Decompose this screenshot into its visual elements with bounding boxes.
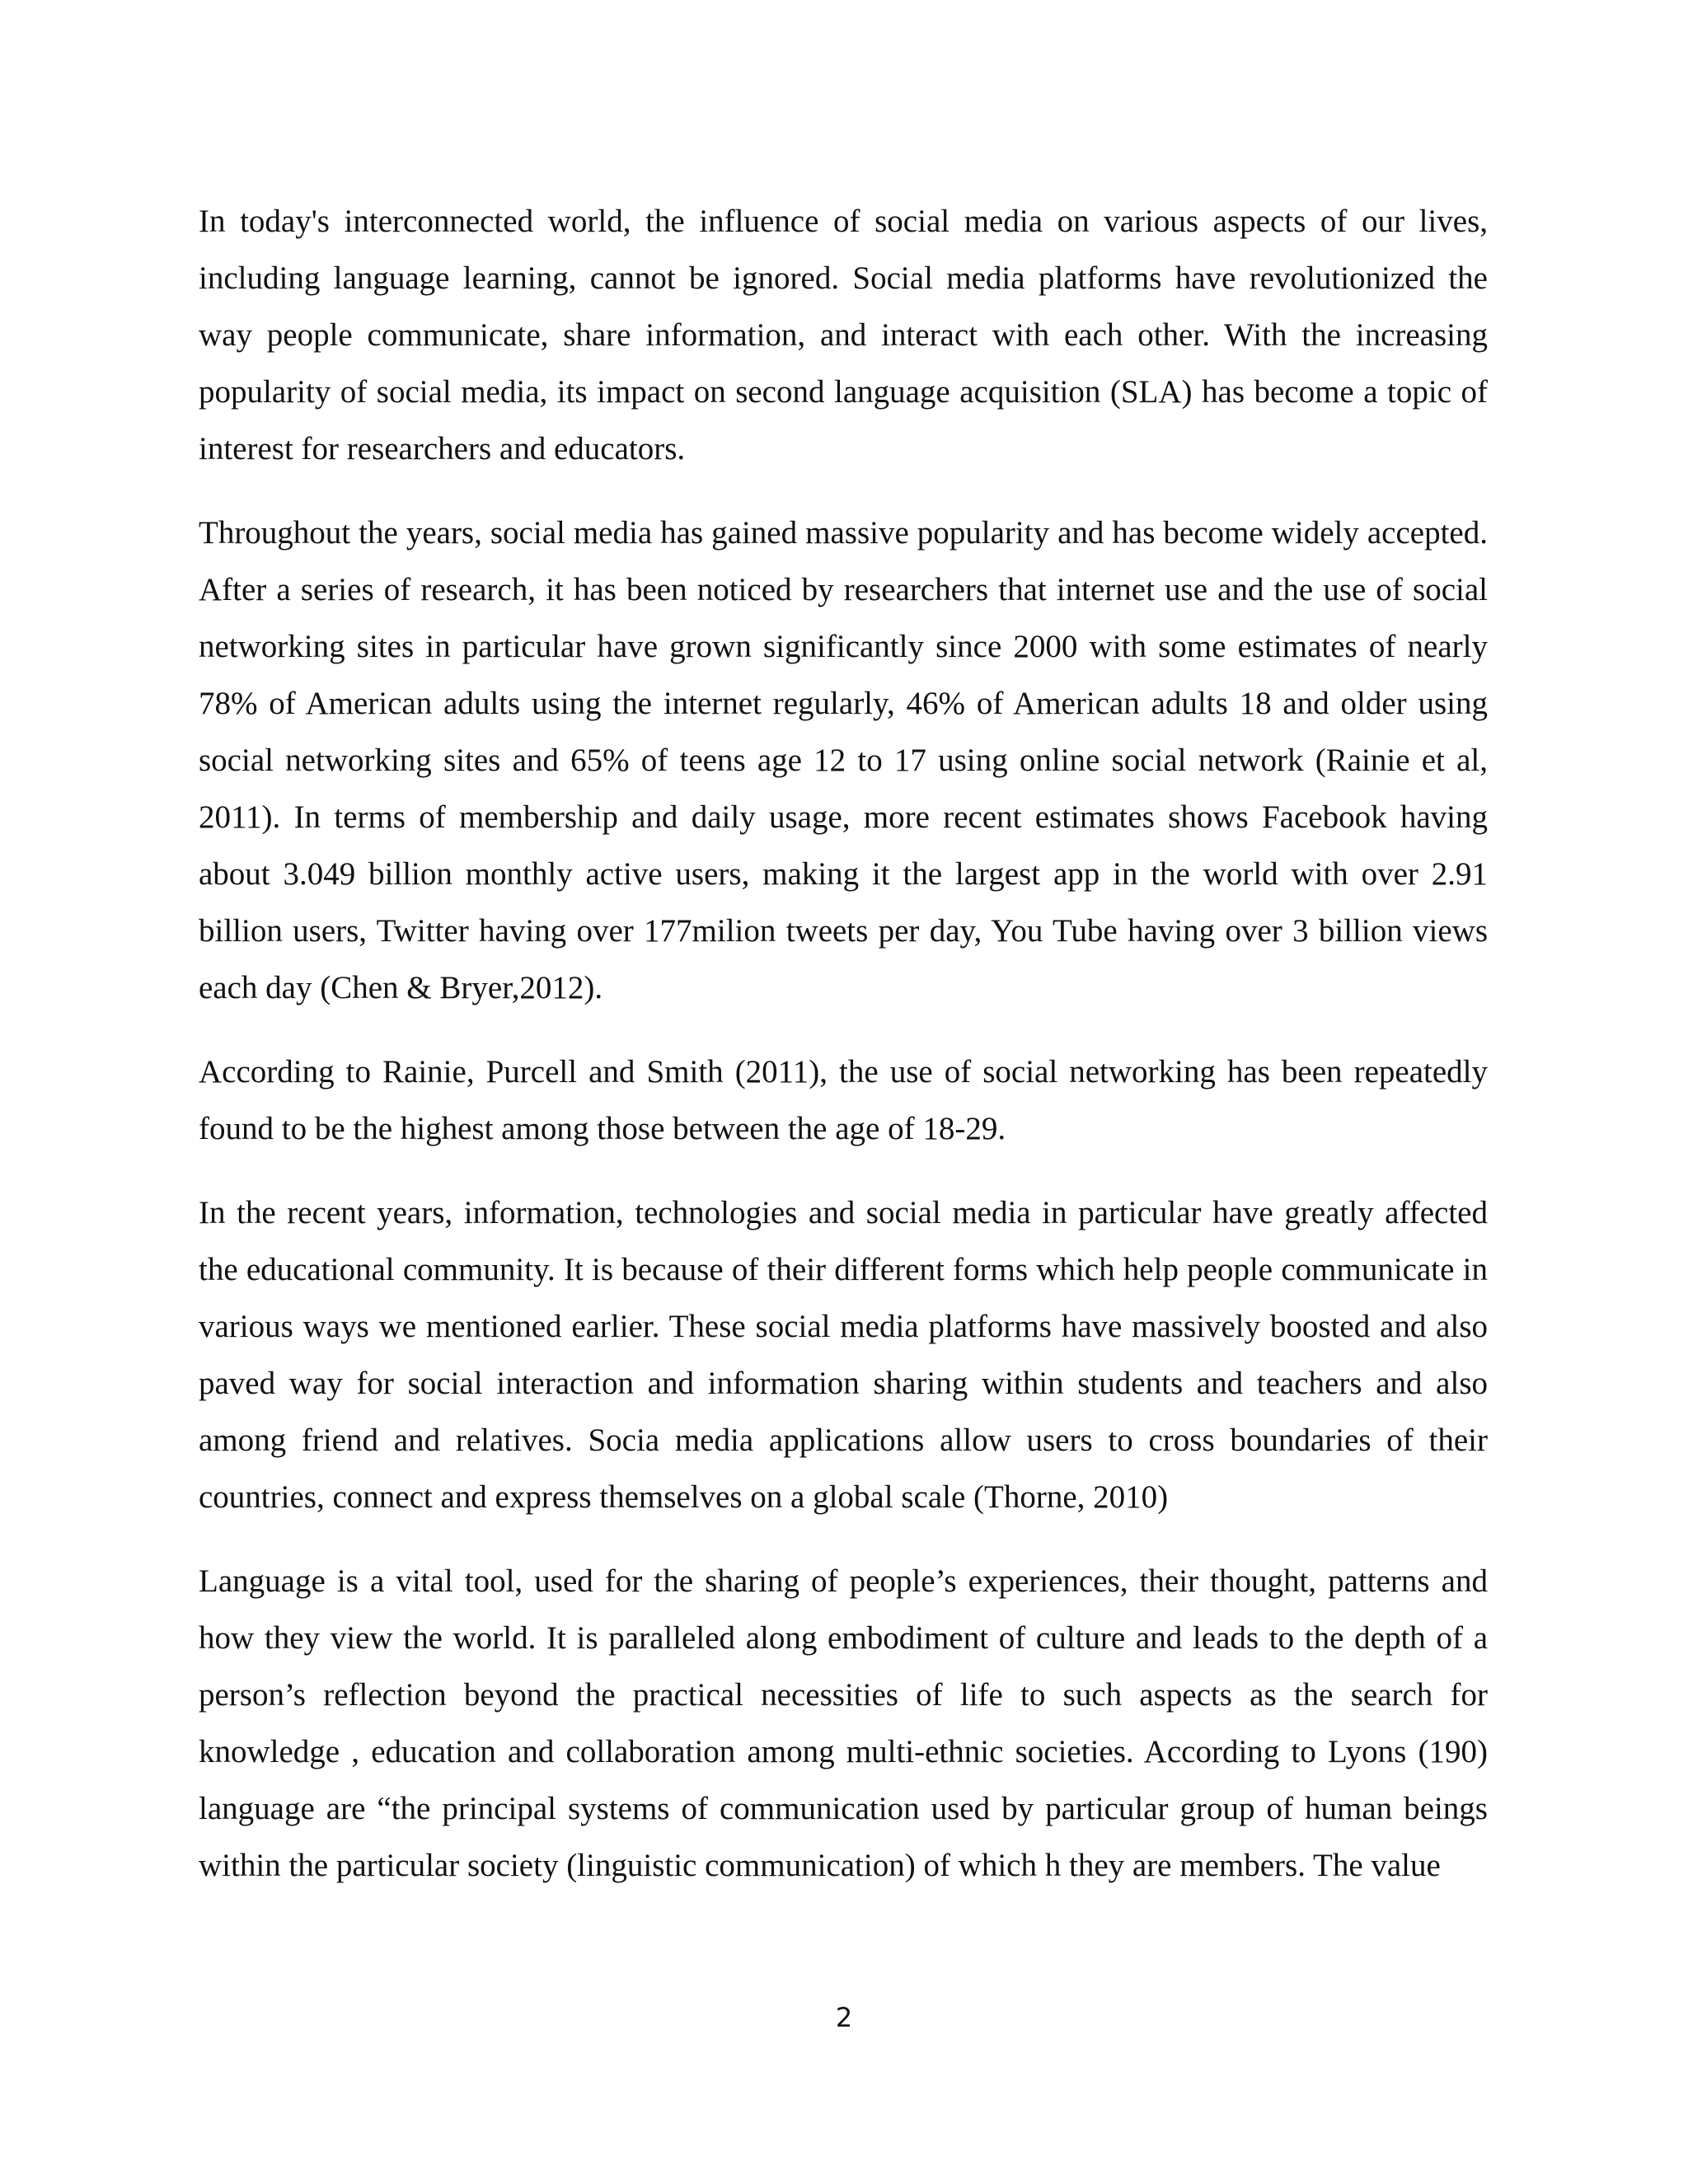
paragraph-3: According to Rainie, Purcell and Smith (2011), the use of social networking has been repeatedly found to be the highest among those between the age of 18-29. [199,1054,1488,1146]
paragraph-4: In the recent years, information, technologies and social media in particular have greatly affected the educational community. It is because of their different forms which help people communicate in various ways we mentioned earlier. These social media platforms have massively boosted and also paved way for social interaction and information sharing within students and teachers and also among friend and relatives. Socia media applications allow users to cross boundaries of their countries, connect and express themselves on a global scale (Thorne, 2010) [199,1195,1488,1515]
paragraph-1: In today's interconnected world, the influence of social media on various aspects of our lives, including language learning, cannot be ignored. Social media platforms have revolutionized the way people communicate, share information, and interact with each other. With the increasing popularity of social media, its impact on second language acquisition (SLA) has become a topic of interest for researchers and educators. [199,204,1488,466]
paragraph-2: Throughout the years, social media has gained massive popularity and has become widely accepted. After a series of research, it has been noticed by researchers that internet use and the use of social networking sites in particular have grown significantly since 2000 with some estimates of nearly 78% of American adults using the internet regularly, 46% of American adults 18 and older using social networking sites and 65% of teens age 12 to 17 using online social network (Rainie et al, 2011). In terms of membership and daily usage, more recent estimates shows Facebook having about 3.049 billion monthly active users, making it the largest app in the world with over 2.91 billion users, Twitter having over 177milion tweets per day, You Tube having over 3 billion views each day (Chen & Bryer,2012). [199,515,1488,1005]
body-text [199,193,1488,1921]
paragraph-5: Language is a vital tool, used for the sharing of people’s experiences, their thought, patterns and how they view the world. It is paralleled along embodiment of culture and leads to the depth of a person’s reflection beyond the practical necessities of life to such aspects as the search for knowledge , education and collaboration among multi-ethnic societies. According to Lyons (190) language are “the principal systems of communication used by particular group of human beings within the particular society (linguistic communication) of which h they are members. The value [199,1563,1488,1883]
page-number: 2 [835,2002,853,2033]
